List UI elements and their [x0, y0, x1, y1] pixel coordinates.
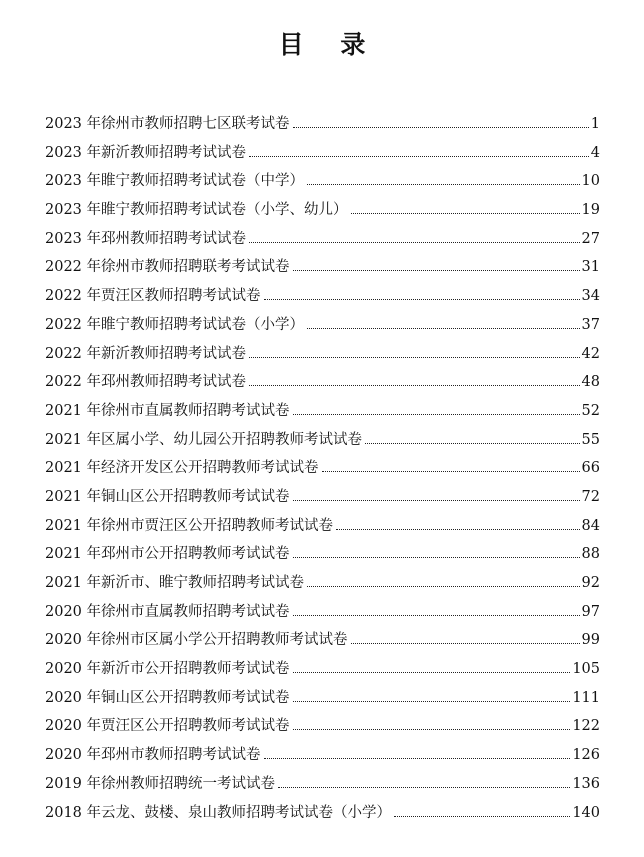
toc-entry-title: 2021 年经济开发区公开招聘教师考试试卷 — [45, 460, 319, 477]
toc-entry-page-number: 105 — [572, 661, 600, 678]
table-of-contents — [45, 114, 600, 831]
dot-leader — [293, 270, 580, 271]
toc-entry-title: 2023 年睢宁教师招聘考试试卷（中学） — [45, 173, 305, 190]
toc-entry[interactable] — [45, 286, 600, 315]
toc-entry[interactable] — [45, 430, 600, 459]
toc-entry-title: 2020 年新沂市公开招聘教师考试试卷 — [45, 661, 290, 678]
dot-leader — [293, 414, 580, 415]
toc-entry-page-number: 72 — [581, 488, 600, 505]
toc-entry-title: 2021 年区属小学、幼儿园公开招聘教师考试试卷 — [45, 431, 363, 448]
toc-entry-title: 2020 年邳州市教师招聘考试试卷 — [45, 747, 261, 764]
toc-entry[interactable] — [45, 372, 600, 401]
toc-entry-title: 2019 年徐州教师招聘统一考试试卷 — [45, 775, 276, 792]
dot-leader — [249, 242, 580, 243]
toc-entry-page-number: 31 — [581, 259, 600, 276]
toc-entry-page-number: 66 — [581, 460, 600, 477]
toc-entry[interactable] — [45, 315, 600, 344]
toc-entry[interactable] — [45, 630, 600, 659]
dot-leader — [293, 557, 580, 558]
toc-entry-page-number: 42 — [581, 345, 600, 362]
toc-entry[interactable] — [45, 688, 600, 717]
toc-entry[interactable] — [45, 143, 600, 172]
toc-entry-page-number: 10 — [581, 173, 600, 190]
toc-entry[interactable] — [45, 544, 600, 573]
toc-entry-page-number: 55 — [581, 431, 600, 448]
toc-entry-page-number: 126 — [572, 747, 600, 764]
toc-entry-page-number: 52 — [581, 402, 600, 419]
toc-entry[interactable] — [45, 774, 600, 803]
toc-entry-title: 2021 年徐州市贾汪区公开招聘教师考试试卷 — [45, 517, 334, 534]
toc-entry-page-number: 140 — [572, 804, 600, 821]
toc-entry-page-number: 122 — [572, 718, 600, 735]
toc-entry-title: 2018 年云龙、鼓楼、泉山教师招聘考试试卷（小学） — [45, 804, 392, 821]
toc-entry-page-number: 97 — [581, 603, 600, 620]
toc-entry[interactable] — [45, 803, 600, 832]
toc-entry[interactable] — [45, 200, 600, 229]
toc-entry-page-number: 88 — [581, 546, 600, 563]
page-title: 目 录 — [278, 30, 380, 59]
toc-entry[interactable] — [45, 229, 600, 258]
toc-entry-title: 2022 年贾汪区教师招聘考试试卷 — [45, 288, 261, 305]
toc-entry[interactable] — [45, 401, 600, 430]
toc-entry-page-number: 92 — [581, 575, 600, 591]
toc-entry[interactable] — [45, 573, 600, 602]
dot-leader — [293, 500, 580, 501]
toc-entry-page-number: 99 — [581, 632, 600, 649]
toc-entry-title: 2023 年新沂教师招聘考试试卷 — [45, 144, 247, 161]
toc-entry-title: 2020 年徐州市区属小学公开招聘教师考试试卷 — [45, 632, 348, 649]
toc-entry[interactable] — [45, 487, 600, 516]
toc-entry-title: 2020 年徐州市直属教师招聘考试试卷 — [45, 603, 290, 620]
toc-entry-page-number: 48 — [581, 374, 600, 391]
toc-entry-page-number: 136 — [572, 775, 600, 792]
dot-leader — [264, 758, 571, 759]
dot-leader — [249, 156, 589, 157]
toc-entry-title: 2021 年徐州市直属教师招聘考试试卷 — [45, 402, 290, 419]
dot-leader — [293, 701, 571, 702]
toc-entry-page-number: 27 — [581, 230, 600, 247]
toc-entry[interactable] — [45, 458, 600, 487]
dot-leader — [351, 643, 580, 644]
dot-leader — [264, 299, 580, 300]
toc-entry-title: 2023 年徐州市教师招聘七区联考试卷 — [45, 116, 290, 132]
dot-leader — [278, 787, 570, 788]
toc-entry-title: 2022 年邳州教师招聘考试试卷 — [45, 374, 247, 391]
toc-entry[interactable] — [45, 602, 600, 631]
dot-leader — [394, 816, 570, 817]
toc-entry-title: 2021 年新沂市、睢宁教师招聘考试试卷 — [45, 575, 305, 591]
toc-entry-page-number: 111 — [572, 689, 600, 706]
toc-entry-title: 2020 年铜山区公开招聘教师考试试卷 — [45, 689, 290, 706]
toc-entry-title: 2022 年徐州市教师招聘联考考试试卷 — [45, 259, 290, 276]
dot-leader — [249, 385, 580, 386]
toc-entry[interactable] — [45, 344, 600, 373]
toc-entry-page-number: 37 — [581, 316, 600, 333]
toc-entry[interactable] — [45, 716, 600, 745]
dot-leader — [293, 127, 589, 128]
dot-leader — [307, 586, 580, 587]
toc-entry-title: 2022 年睢宁教师招聘考试试卷（小学） — [45, 316, 305, 333]
dot-leader — [293, 729, 571, 730]
toc-entry[interactable] — [45, 171, 600, 200]
toc-entry-title: 2023 年邳州教师招聘考试试卷 — [45, 230, 247, 247]
dot-leader — [322, 471, 580, 472]
toc-entry-page-number: 19 — [581, 202, 600, 219]
toc-entry[interactable] — [45, 516, 600, 545]
toc-entry[interactable] — [45, 745, 600, 774]
toc-entry-page-number: 34 — [581, 288, 600, 305]
toc-entry-title: 2021 年铜山区公开招聘教师考试试卷 — [45, 488, 290, 505]
toc-entry-page-number: 4 — [590, 144, 600, 161]
toc-entry-title: 2020 年贾汪区公开招聘教师考试试卷 — [45, 718, 290, 735]
toc-entry-page-number: 1 — [590, 116, 600, 132]
dot-leader — [351, 213, 580, 214]
toc-entry-title: 2021 年邳州市公开招聘教师考试试卷 — [45, 546, 290, 563]
toc-entry-title: 2022 年新沂教师招聘考试试卷 — [45, 345, 247, 362]
dot-leader — [307, 184, 580, 185]
toc-entry-title: 2023 年睢宁教师招聘考试试卷（小学、幼儿） — [45, 202, 348, 219]
dot-leader — [293, 672, 571, 673]
dot-leader — [249, 357, 580, 358]
toc-entry[interactable] — [45, 659, 600, 688]
dot-leader — [293, 615, 580, 616]
toc-entry[interactable] — [45, 114, 600, 143]
toc-entry-page-number: 84 — [581, 517, 600, 534]
toc-entry[interactable] — [45, 257, 600, 286]
dot-leader — [336, 529, 580, 530]
dot-leader — [365, 443, 580, 444]
dot-leader — [307, 328, 580, 329]
